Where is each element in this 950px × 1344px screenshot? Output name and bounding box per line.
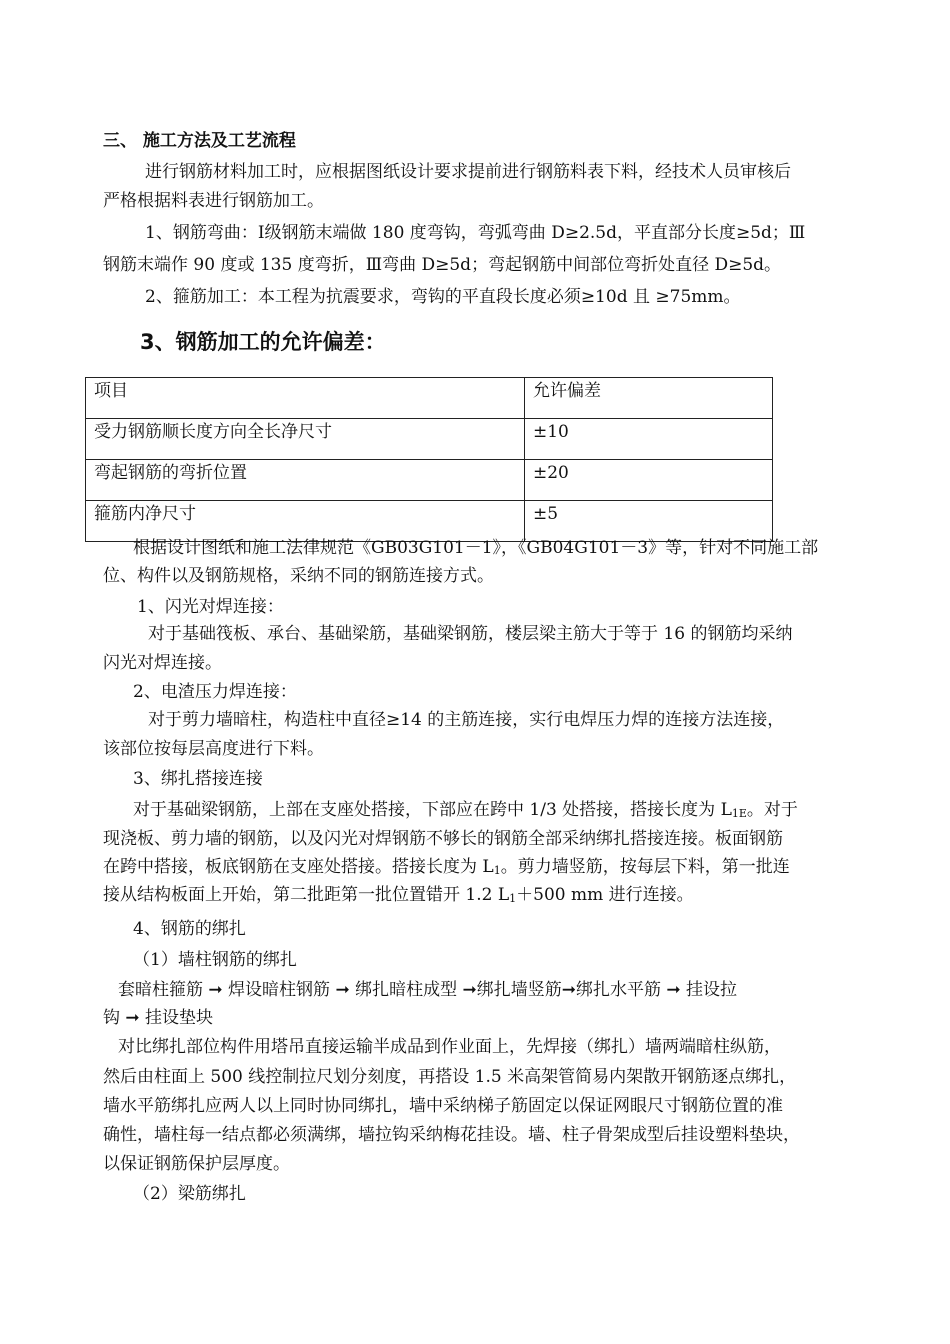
conn3-l1-subscript: 1 bbox=[493, 864, 501, 877]
conn1-line-1: 对于基础筏板、承台、基础梁筋，基础梁钢筋，楼层梁主筋大于等于 16 的钢筋均采纳 bbox=[148, 624, 793, 644]
conn3-line-3-text: 在跨中搭接，板底钢筋在支座处搭接。搭接长度为 L bbox=[103, 857, 494, 877]
flow-line-1: 套暗柱箍筋 ➞ 焊设暗柱钢筋 ➞ 绑扎暗柱成型 ➞绑扎墙竖筋➞绑扎水平筋 ➞ 挂设拉 bbox=[118, 980, 738, 1000]
tie-line-3: 墙水平筋绑扎应两人以上同时协同绑扎，墙中采纳梯子筋固定以保证网眼尺寸钢筋位置的准 bbox=[103, 1096, 783, 1116]
conn3-line-1 bbox=[133, 799, 798, 825]
tie-line-1: 对比绑扎部位构件用塔吊直接运输半成品到作业面上，先焊接（绑扎）墙两端暗柱纵筋， bbox=[118, 1037, 781, 1057]
conn-line-2: 位、构件以及钢筋规格，采纳不同的钢筋连接方式。 bbox=[103, 566, 494, 586]
intro-line-2: 严格根据料表进行钢筋加工。 bbox=[103, 191, 324, 211]
item4-sub2: （2）梁筋绑扎 bbox=[133, 1184, 246, 1204]
conn2-line-1: 对于剪力墙暗柱，构造柱中直径≥14 的主筋连接，实行电焊压力焊的连接方法连接， bbox=[148, 710, 785, 730]
table-row bbox=[86, 501, 773, 542]
conn3-line-1-end: 。对于 bbox=[746, 800, 798, 820]
tie-line-4: 确性，墙柱每一结点都必须满绑，墙拉钩采纳梅花挂设。墙、柱子骨架成型后挂设塑料垫块， bbox=[103, 1125, 800, 1145]
conn2-title: 2、电渣压力焊连接： bbox=[133, 682, 297, 702]
conn-line-1: 根据设计图纸和施工法律规范《GB03G101－1》，《GB04G101－3》等，针对不同施工部 bbox=[133, 538, 819, 558]
table-header-row bbox=[86, 378, 773, 419]
flow-line-2: 钩 ➞ 挂设垫块 bbox=[103, 1008, 214, 1028]
intro-line-1: 进行钢筋材料加工时，应根据图纸设计要求提前进行钢筋料表下料，经技术人员审核后 bbox=[145, 162, 791, 182]
item4-sub1: （1）墙柱钢筋的绑扎 bbox=[133, 950, 297, 970]
table-header-deviation: 允许偏差 bbox=[525, 378, 773, 419]
table-cell-deviation: ±20 bbox=[525, 460, 773, 501]
conn2-line-2: 该部位按每层高度进行下料。 bbox=[103, 739, 324, 759]
item4-title: 4、钢筋的绑扎 bbox=[133, 919, 246, 939]
table-cell-item: 受力钢筋顺长度方向全长净尺寸 bbox=[86, 419, 525, 460]
conn3-line-2: 现浇板、剪力墙的钢筋，以及闪光对焊钢筋不够长的钢筋全部采纳绑扎搭接连接。板面钢筋 bbox=[103, 829, 783, 849]
item2-line: 2、箍筋加工：本工程为抗震要求，弯钩的平直段长度必须≥10d 且 ≥75mm。 bbox=[145, 287, 741, 307]
tie-line-5: 以保证钢筋保护层厚度。 bbox=[103, 1154, 290, 1174]
tie-line-2: 然后由柱面上 500 线控制拉尺划分刻度，再搭设 1.5 米高架管简易内架散开钢筋逐点绑扎， bbox=[103, 1067, 797, 1087]
table-header-item: 项目 bbox=[86, 378, 525, 419]
table-row bbox=[86, 419, 773, 460]
table-cell-deviation: ±5 bbox=[525, 501, 773, 542]
conn3-line-1-text: 对于基础梁钢筋，上部在支座处搭接，下部应在跨中 1/3 处搭接，搭接长度为 L bbox=[133, 800, 732, 820]
item1-line-2: 钢筋末端作 90 度或 135 度弯折，Ⅲ弯曲 D≥5d；弯起钢筋中间部位弯折处直径 D≥5d。 bbox=[103, 255, 782, 275]
table-row bbox=[86, 460, 773, 501]
item3-title: 3、钢筋加工的允许偏差： bbox=[140, 330, 386, 354]
conn3-l1e-subscript: 1E bbox=[731, 807, 747, 820]
section-heading: 三、 施工方法及工艺流程 bbox=[103, 131, 296, 151]
conn3-title: 3、绑扎搭接连接 bbox=[133, 769, 263, 789]
conn1-line-2: 闪光对焊连接。 bbox=[103, 653, 222, 673]
conn3-line-3-end: 。剪力墙竖筋，按每层下料，第一批连 bbox=[500, 857, 790, 877]
conn3-l1-subscript-2: 1 bbox=[509, 892, 517, 905]
conn3-line-4-end: ＋500 mm 进行连接。 bbox=[516, 885, 694, 905]
conn3-line-4 bbox=[103, 884, 694, 910]
table-cell-deviation: ±10 bbox=[525, 419, 773, 460]
conn3-line-4-text: 接从结构板面上开始，第二批距第一批位置错开 1.2 L bbox=[103, 885, 510, 905]
table-cell-item: 弯起钢筋的弯折位置 bbox=[86, 460, 525, 501]
conn3-line-3 bbox=[103, 856, 790, 882]
conn1-title: 1、闪光对焊连接： bbox=[137, 597, 284, 617]
deviation-table bbox=[85, 377, 773, 542]
item1-line-1: 1、钢筋弯曲：Ⅰ级钢筋末端做 180 度弯钩，弯弧弯曲 D≥2.5d，平直部分长度≥5d；Ⅲ bbox=[145, 223, 806, 243]
table-cell-item: 箍筋内净尺寸 bbox=[86, 501, 525, 542]
